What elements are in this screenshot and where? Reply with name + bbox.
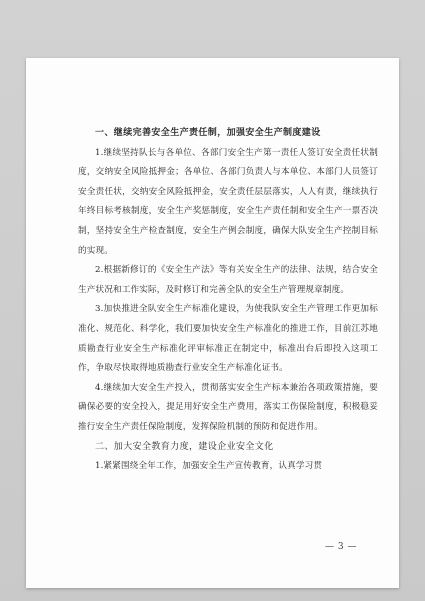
page-number: — 3 —: [325, 542, 357, 552]
paragraph-1: 1.继续坚持队长与各单位、各部门安全生产第一责任人签订安全责任状制度，交纳安全风险抵押金；各单位、各部门负责人与本单位、本部门人员签订安全责任状，交纳安全风险抵押金，安全责任层层落实，人人有责，继续执行年终目标考核制度，安全生产奖惩制度，安全生产责任制和安全生产一票否决制，坚持安全生产检查制度，安全生产例会制度，确保大队安全生产控制目标的实现。: [78, 147, 378, 256]
paragraph-2: 2.根据新修订的《安全生产法》等有关安全生产的法律、法规，结合安全生产状况和工作实际，及时修订和完善全队的安全生产管理规章制度。: [78, 265, 378, 295]
paragraph-5: 1.紧紧围绕全年工作，加强安全生产宣传教育，认真学习贯: [95, 461, 323, 472]
section-heading-2: 二、加大安全教育力度，建设企业安全文化: [95, 441, 274, 452]
page-content: [78, 124, 378, 477]
paragraph-4: 4.继续加大安全生产投入，贯彻落实安全生产标本兼治各项政策措施，要确保必要的安全投入，提足用好安全生产费用，落实工伤保险制度，积极稳妥推行安全生产责任保险制度，发挥保险机制的预防和促进作用。: [78, 382, 378, 432]
paragraph-3: 3.加快推进全队安全生产标准化建设，为使我队安全生产管理工作更加标准化、规范化、科学化，我们要加快安全生产标准化的推进工作，目前江苏地质勘查行业安全生产标准化评审标准正在制定中，标准出台后即投入这项工作，争取尽快取得地质勘查行业安全生产标准化证书。: [78, 304, 378, 374]
document-page: [26, 58, 399, 588]
section-heading-1: 一、继续完善安全生产责任制，加强安全生产制度建设: [95, 128, 321, 138]
